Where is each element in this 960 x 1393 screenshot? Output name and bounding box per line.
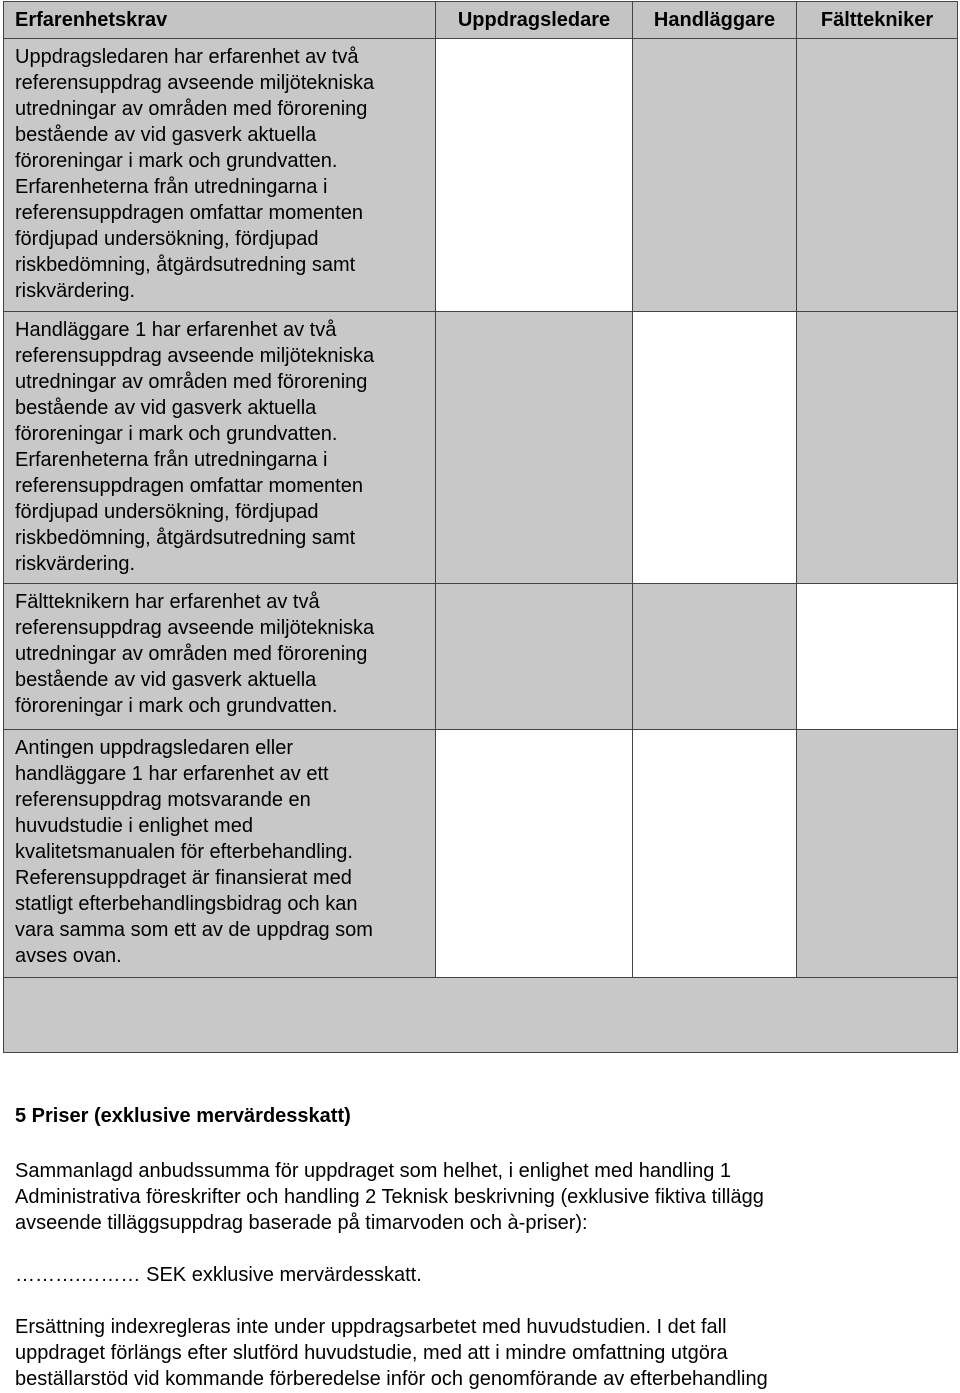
table-row bbox=[4, 730, 958, 978]
amount-text: ……….……… SEK exklusive mervärdesskatt. bbox=[15, 1264, 422, 1286]
requirement-line: Uppdragsledaren har erfarenhet av två bbox=[15, 46, 359, 68]
requirement-line: referensuppdrag avseende miljötekniska bbox=[15, 617, 375, 639]
header-field-technician: Fälttekniker bbox=[797, 2, 958, 39]
requirement-line: utredningar av områden med förorening bbox=[15, 371, 368, 393]
requirement-line: Fältteknikern har erfarenhet av två bbox=[15, 591, 320, 613]
field-technician-cell-disabled bbox=[797, 39, 958, 312]
table-row bbox=[4, 312, 958, 584]
empty-row-cell bbox=[4, 978, 958, 1053]
requirement-text-case-officer bbox=[4, 312, 436, 584]
paragraph-line: Sammanlagd anbudssumma för uppdraget som helhet, i enlighet med handling 1 bbox=[15, 1160, 731, 1182]
requirement-line: avses ovan. bbox=[15, 945, 122, 967]
case-officer-answer-cell[interactable] bbox=[633, 730, 797, 978]
requirement-line: Antingen uppdragsledaren eller bbox=[15, 737, 293, 759]
header-project-leader: Uppdragsledare bbox=[436, 2, 633, 39]
field-technician-cell-disabled bbox=[797, 730, 958, 978]
section-title: 5 Priser (exklusive mervärdesskatt) bbox=[15, 1105, 351, 1127]
requirement-line: Erfarenheterna från utredningarna i bbox=[15, 176, 328, 198]
requirement-line: vara samma som ett av de uppdrag som bbox=[15, 919, 373, 941]
requirement-line: Referensuppdraget är finansierat med bbox=[15, 867, 352, 889]
requirement-line: riskbedömning, åtgärdsutredning samt bbox=[15, 527, 356, 549]
requirement-line: fördjupad undersökning, fördjupad bbox=[15, 228, 319, 250]
case-officer-cell-disabled bbox=[633, 584, 797, 730]
requirement-line: föroreningar i mark och grundvatten. bbox=[15, 423, 338, 445]
requirement-line: kvalitetsmanualen för efterbehandling. bbox=[15, 841, 353, 863]
indexation-paragraph bbox=[15, 1314, 768, 1392]
requirement-line: bestående av vid gasverk aktuella bbox=[15, 669, 317, 691]
requirement-line: referensuppdrag motsvarande en bbox=[15, 789, 311, 811]
requirement-line: utredningar av områden med förorening bbox=[15, 643, 368, 665]
requirement-line: Erfarenheterna från utredningarna i bbox=[15, 449, 328, 471]
requirement-text-combined bbox=[4, 730, 436, 978]
header-case-officer: Handläggare bbox=[633, 2, 797, 39]
requirement-line: statligt efterbehandlingsbidrag och kan bbox=[15, 893, 358, 915]
case-officer-answer-cell[interactable] bbox=[633, 312, 797, 584]
requirement-line: föroreningar i mark och grundvatten. bbox=[15, 150, 338, 172]
prices-section bbox=[15, 1103, 945, 1390]
requirement-line: utredningar av områden med förorening bbox=[15, 98, 368, 120]
requirement-text-field-technician bbox=[4, 584, 436, 730]
project-leader-answer-cell[interactable] bbox=[436, 730, 633, 978]
amount-line bbox=[15, 1262, 422, 1288]
project-leader-cell-disabled bbox=[436, 584, 633, 730]
requirement-line: referensuppdragen omfattar momenten bbox=[15, 475, 363, 497]
paragraph-line: beställarstöd vid kommande förberedelse inför och genomförande av efterbehandling bbox=[15, 1368, 768, 1390]
table-row bbox=[4, 584, 958, 730]
requirement-line: referensuppdrag avseende miljötekniska bbox=[15, 345, 375, 367]
requirement-line: referensuppdrag avseende miljötekniska bbox=[15, 72, 375, 94]
project-leader-cell-disabled bbox=[436, 312, 633, 584]
table-row-empty bbox=[4, 978, 958, 1053]
paragraph-line: uppdraget förlängs efter slutförd huvudstudie, med att i mindre omfattning utgöra bbox=[15, 1342, 728, 1364]
table-row bbox=[4, 39, 958, 312]
paragraph-line: Ersättning indexregleras inte under uppdragsarbetet med huvudstudien. I det fall bbox=[15, 1316, 727, 1338]
price-description bbox=[15, 1158, 764, 1236]
requirement-line: fördjupad undersökning, fördjupad bbox=[15, 501, 319, 523]
table-header-row bbox=[4, 2, 958, 39]
requirement-line: handläggare 1 har erfarenhet av ett bbox=[15, 763, 329, 785]
requirement-line: riskvärdering. bbox=[15, 280, 136, 302]
requirement-line: huvudstudie i enlighet med bbox=[15, 815, 253, 837]
project-leader-answer-cell[interactable] bbox=[436, 39, 633, 312]
paragraph-line: Administrativa föreskrifter och handling 2 Teknisk beskrivning (exklusive fiktiva tillägg bbox=[15, 1186, 764, 1208]
requirement-line: referensuppdragen omfattar momenten bbox=[15, 202, 363, 224]
requirement-line: Handläggare 1 har erfarenhet av två bbox=[15, 319, 337, 341]
requirement-line: bestående av vid gasverk aktuella bbox=[15, 124, 317, 146]
requirement-line: riskvärdering. bbox=[15, 553, 136, 575]
requirement-text-project-leader bbox=[4, 39, 436, 312]
header-requirement: Erfarenhetskrav bbox=[4, 2, 436, 39]
requirement-line: riskbedömning, åtgärdsutredning samt bbox=[15, 254, 356, 276]
case-officer-cell-disabled bbox=[633, 39, 797, 312]
paragraph-line: avseende tilläggsuppdrag baserade på timarvoden och à-priser): bbox=[15, 1212, 588, 1234]
requirement-line: bestående av vid gasverk aktuella bbox=[15, 397, 317, 419]
requirement-line: föroreningar i mark och grundvatten. bbox=[15, 695, 338, 717]
requirements-table bbox=[3, 1, 958, 1053]
field-technician-answer-cell[interactable] bbox=[797, 584, 958, 730]
field-technician-cell-disabled bbox=[797, 312, 958, 584]
